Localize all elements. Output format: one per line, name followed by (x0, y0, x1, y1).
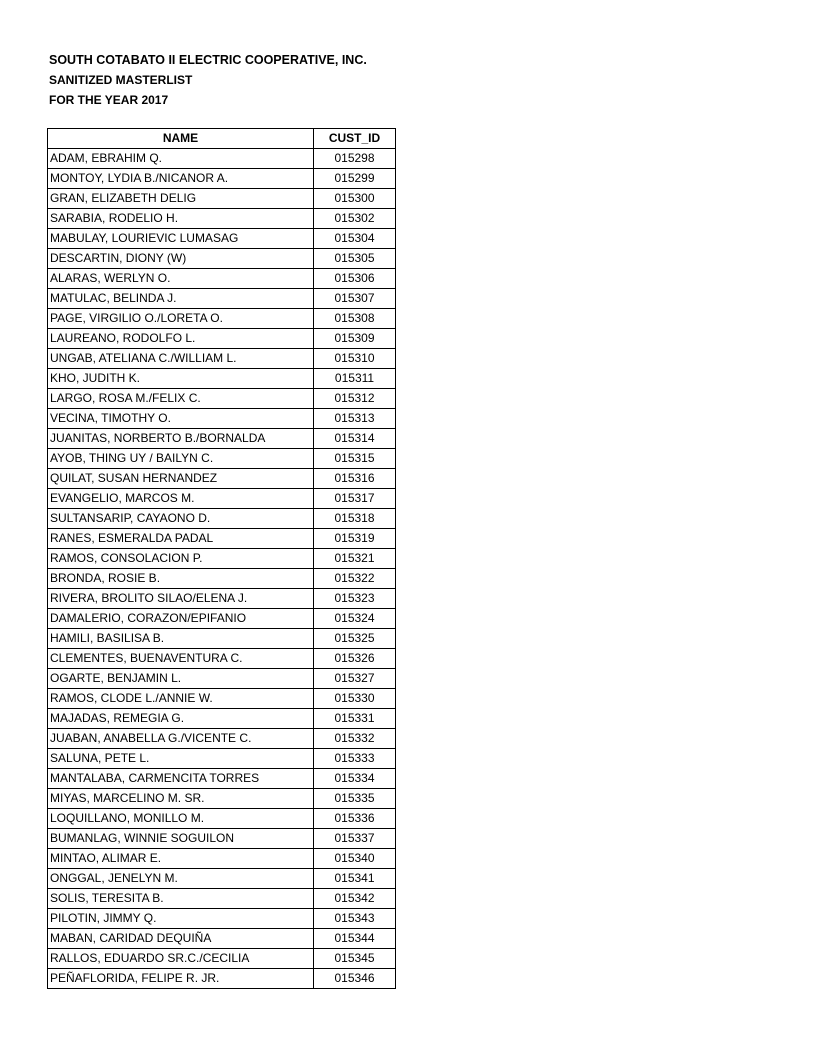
customer-id-cell: 015346 (314, 969, 396, 989)
customer-id-cell: 015302 (314, 209, 396, 229)
table-row (48, 369, 396, 389)
customer-id-cell: 015298 (314, 149, 396, 169)
customer-name-cell: AYOB, THING UY / BAILYN C. (48, 449, 314, 469)
customer-name-cell: RANES, ESMERALDA PADAL (48, 529, 314, 549)
customer-name-cell: JUANITAS, NORBERTO B./BORNALDA (48, 429, 314, 449)
customer-name-cell: MAJADAS, REMEGIA G. (48, 709, 314, 729)
table-row (48, 169, 396, 189)
customer-name-cell: ALARAS, WERLYN O. (48, 269, 314, 289)
table-row (48, 909, 396, 929)
table-row (48, 629, 396, 649)
customer-id-cell: 015315 (314, 449, 396, 469)
customer-id-cell: 015310 (314, 349, 396, 369)
table-row (48, 289, 396, 309)
table-row (48, 729, 396, 749)
customer-name-cell: MABULAY, LOURIEVIC LUMASAG (48, 229, 314, 249)
customer-id-cell: 015345 (314, 949, 396, 969)
table-row (48, 409, 396, 429)
table-row (48, 809, 396, 829)
table-row (48, 669, 396, 689)
cust-id-column-header: CUST_ID (314, 129, 396, 149)
customer-id-cell: 015324 (314, 609, 396, 629)
customer-id-cell: 015304 (314, 229, 396, 249)
table-row (48, 249, 396, 269)
customer-id-cell: 015316 (314, 469, 396, 489)
customer-name-cell: LAUREANO, RODOLFO L. (48, 329, 314, 349)
customer-id-cell: 015335 (314, 789, 396, 809)
customer-name-cell: JUABAN, ANABELLA G./VICENTE C. (48, 729, 314, 749)
customer-id-cell: 015336 (314, 809, 396, 829)
customer-name-cell: SOLIS, TERESITA B. (48, 889, 314, 909)
document-header (49, 50, 367, 110)
customer-name-cell: QUILAT, SUSAN HERNANDEZ (48, 469, 314, 489)
customer-id-cell: 015342 (314, 889, 396, 909)
customer-name-cell: BRONDA, ROSIE B. (48, 569, 314, 589)
table-row (48, 309, 396, 329)
customer-id-cell: 015334 (314, 769, 396, 789)
customer-id-cell: 015330 (314, 689, 396, 709)
table-row (48, 869, 396, 889)
masterlist-table (47, 128, 396, 989)
table-row (48, 149, 396, 169)
customer-name-cell: LOQUILLANO, MONILLO M. (48, 809, 314, 829)
table-body (48, 149, 396, 989)
customer-name-cell: MATULAC, BELINDA J. (48, 289, 314, 309)
customer-name-cell: PAGE, VIRGILIO O./LORETA O. (48, 309, 314, 329)
table-row (48, 589, 396, 609)
customer-name-cell: GRAN, ELIZABETH DELIG (48, 189, 314, 209)
customer-name-cell: UNGAB, ATELIANA C./WILLIAM L. (48, 349, 314, 369)
customer-id-cell: 015319 (314, 529, 396, 549)
customer-name-cell: SARABIA, RODELIO H. (48, 209, 314, 229)
customer-name-cell: OGARTE, BENJAMIN L. (48, 669, 314, 689)
table-row (48, 969, 396, 989)
table-row (48, 769, 396, 789)
customer-id-cell: 015318 (314, 509, 396, 529)
customer-id-cell: 015340 (314, 849, 396, 869)
customer-id-cell: 015322 (314, 569, 396, 589)
table-row (48, 389, 396, 409)
customer-name-cell: ADAM, EBRAHIM Q. (48, 149, 314, 169)
table-row (48, 269, 396, 289)
table-row (48, 469, 396, 489)
table-row (48, 609, 396, 629)
customer-id-cell: 015314 (314, 429, 396, 449)
table-row (48, 549, 396, 569)
table-row (48, 229, 396, 249)
customer-id-cell: 015332 (314, 729, 396, 749)
customer-id-cell: 015325 (314, 629, 396, 649)
table-row (48, 509, 396, 529)
customer-id-cell: 015312 (314, 389, 396, 409)
customer-id-cell: 015313 (314, 409, 396, 429)
customer-id-cell: 015344 (314, 929, 396, 949)
table-row (48, 889, 396, 909)
customer-id-cell: 015326 (314, 649, 396, 669)
customer-name-cell: RAMOS, CLODE L./ANNIE W. (48, 689, 314, 709)
customer-name-cell: MANTALABA, CARMENCITA TORRES (48, 769, 314, 789)
table-row (48, 849, 396, 869)
customer-id-cell: 015307 (314, 289, 396, 309)
customer-id-cell: 015309 (314, 329, 396, 349)
customer-id-cell: 015331 (314, 709, 396, 729)
customer-id-cell: 015327 (314, 669, 396, 689)
customer-name-cell: PILOTIN, JIMMY Q. (48, 909, 314, 929)
table-row (48, 349, 396, 369)
customer-name-cell: VECINA, TIMOTHY O. (48, 409, 314, 429)
table-row (48, 449, 396, 469)
customer-name-cell: MIYAS, MARCELINO M. SR. (48, 789, 314, 809)
customer-name-cell: RIVERA, BROLITO SILAO/ELENA J. (48, 589, 314, 609)
customer-name-cell: RALLOS, EDUARDO SR.C./CECILIA (48, 949, 314, 969)
document-subtitle: SANITIZED MASTERLIST (49, 73, 193, 87)
customer-id-cell: 015311 (314, 369, 396, 389)
customer-id-cell: 015337 (314, 829, 396, 849)
table-header-row (48, 129, 396, 149)
table-row (48, 749, 396, 769)
table-row (48, 649, 396, 669)
customer-id-cell: 015341 (314, 869, 396, 889)
customer-name-cell: DESCARTIN, DIONY (W) (48, 249, 314, 269)
table-row (48, 789, 396, 809)
customer-id-cell: 015321 (314, 549, 396, 569)
customer-name-cell: MABAN, CARIDAD DEQUIÑA (48, 929, 314, 949)
customer-name-cell: PEÑAFLORIDA, FELIPE R. JR. (48, 969, 314, 989)
table-row (48, 489, 396, 509)
table-row (48, 329, 396, 349)
customer-name-cell: HAMILI, BASILISA B. (48, 629, 314, 649)
customer-name-cell: EVANGELIO, MARCOS M. (48, 489, 314, 509)
customer-name-cell: ONGGAL, JENELYN M. (48, 869, 314, 889)
table-row (48, 189, 396, 209)
customer-id-cell: 015308 (314, 309, 396, 329)
table-row (48, 569, 396, 589)
table-row (48, 429, 396, 449)
customer-name-cell: BUMANLAG, WINNIE SOGUILON (48, 829, 314, 849)
customer-id-cell: 015317 (314, 489, 396, 509)
customer-name-cell: SULTANSARIP, CAYAONO D. (48, 509, 314, 529)
customer-name-cell: KHO, JUDITH K. (48, 369, 314, 389)
table-row (48, 929, 396, 949)
table-row (48, 209, 396, 229)
table-row (48, 709, 396, 729)
customer-name-cell: MINTAO, ALIMAR E. (48, 849, 314, 869)
customer-name-cell: MONTOY, LYDIA B./NICANOR A. (48, 169, 314, 189)
customer-name-cell: RAMOS, CONSOLACION P. (48, 549, 314, 569)
customer-id-cell: 015300 (314, 189, 396, 209)
table-row (48, 949, 396, 969)
customer-id-cell: 015323 (314, 589, 396, 609)
name-column-header: NAME (48, 129, 314, 149)
organization-title: SOUTH COTABATO II ELECTRIC COOPERATIVE, INC. (49, 53, 367, 67)
table-row (48, 529, 396, 549)
customer-name-cell: DAMALERIO, CORAZON/EPIFANIO (48, 609, 314, 629)
document-year: FOR THE YEAR 2017 (49, 93, 169, 107)
customer-id-cell: 015305 (314, 249, 396, 269)
customer-id-cell: 015343 (314, 909, 396, 929)
customer-name-cell: SALUNA, PETE L. (48, 749, 314, 769)
customer-id-cell: 015299 (314, 169, 396, 189)
table-row (48, 829, 396, 849)
customer-name-cell: LARGO, ROSA M./FELIX C. (48, 389, 314, 409)
customer-id-cell: 015333 (314, 749, 396, 769)
customer-name-cell: CLEMENTES, BUENAVENTURA C. (48, 649, 314, 669)
customer-id-cell: 015306 (314, 269, 396, 289)
table-row (48, 689, 396, 709)
